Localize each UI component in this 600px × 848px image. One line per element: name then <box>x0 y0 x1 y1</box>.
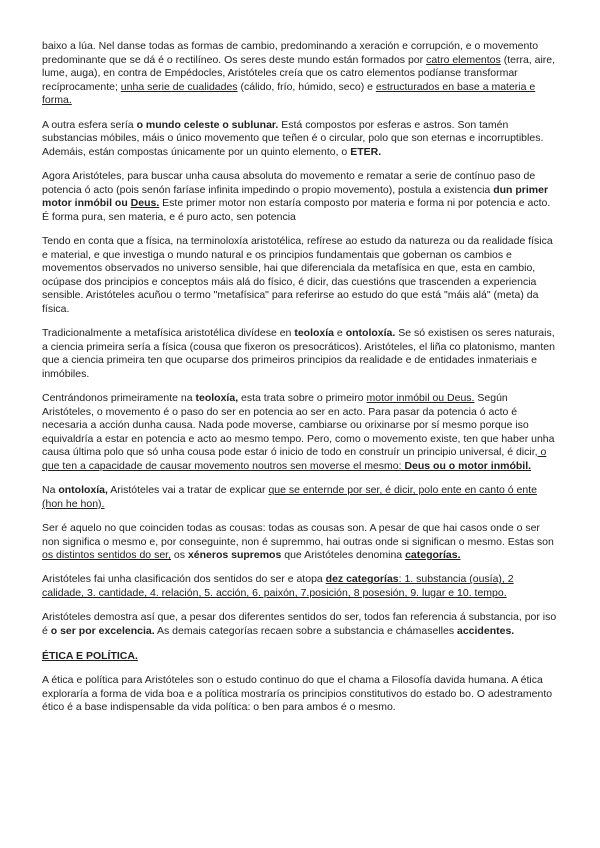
bold-text: o mundo celeste o sublunar. <box>136 118 279 131</box>
text-run: A ética e política para Aristóteles son o estudo continuo do que el chama a Filosofía davida humana. A ética exploraría a forma de vida boa e a política mostraría os principios constitutivos do estado bo. O adestramento ético é a base indispensable da vida política: o ben para ambos é o mesmo. <box>42 673 553 714</box>
bold-underlined-text: Deus. <box>130 197 160 210</box>
paragraph-being <box>42 522 558 563</box>
paragraph-theology <box>42 392 558 474</box>
bold-underlined-text: Deus ou o motor inmóbil. <box>404 460 532 472</box>
text-run: esta trata sobre o primeiro <box>238 392 367 405</box>
text-run: Aristóteles demostra así que, a pesar dos diferentes sentidos do ser, todos fan referencia á substancia, por iso é <box>42 611 557 637</box>
text-run: As demais categorías recaen sobre a substancia e chámaselles <box>154 624 457 637</box>
underlined-text: estructurados en base a materia e forma. <box>42 80 536 107</box>
bold-underlined-text: dez categorías <box>325 573 399 586</box>
paragraph-metaphysics-division <box>42 327 558 381</box>
bold-text: o ser por excelencia. <box>50 624 155 637</box>
text-run: Aristóteles fai unha clasificación dos sentidos do ser e atopa <box>42 573 326 586</box>
underlined-text: catro elementos <box>426 53 501 66</box>
text-run: Se só existisen os seres naturais, a ciencia primeira sería a física (cousa que fixeron os presocráticos). Aristóteles, el liña co platonismo, manten que a ciencia primeira ten que ocuparse dos primeiros principios da realidade e de entidades inmateriais e inmóbiles. <box>42 327 555 380</box>
bold-text: ETER. <box>350 145 382 158</box>
text-run: Agora Aristóteles, para buscar unha causa absoluta do movemento e rematar a serie de contínuo paso de potencia ó acto (pois senón faríase infinita impedindo o propio movemento), postula a existencia <box>42 169 536 196</box>
text-run: baixo a lúa. Nel danse todas as formas de cambio, predominando a xeración e corrupción, e o movemento predominante que se dá é o rectilíneo. Os seres deste mundo están formados por <box>42 40 539 66</box>
paragraph-ontology <box>42 484 558 511</box>
paragraph-prime-mover <box>42 170 558 224</box>
bold-text: ontoloxía, <box>58 484 108 497</box>
text-run: Centrándonos primeiramente na <box>42 392 196 405</box>
text-run: Na <box>42 484 59 497</box>
text-run: Tendo en conta que a física, na terminoloxía aristotélica, refírese ao estudo da natureza ou da realidade física e material, e que investiga o mundo natural e os principios fundamentais que gobernan os cambios e movementos observados no universo sensible, hai que diferenciala da metafísica en que, esta en cambio, ocúpase dos principios e conceptos máis alá do físico, é dicir, das cuestións que trascenden a experiencia sensible. Aristóteles acuñou o termo "metafísica" para referirse ao estudo do que está "máis alá" (meta) da física. <box>42 234 553 315</box>
text-run: Tradicionalmente a metafísica aristotélica divídese en <box>42 327 295 340</box>
text-run: os <box>171 549 188 562</box>
bold-underlined-text: categorías. <box>405 549 461 562</box>
section-heading: ÉTICA E POLÍTICA. <box>42 650 138 663</box>
bold-text: accidentes. <box>457 624 515 637</box>
underlined-text: : 1. substancia (ousía), 2 calidade, 3. cantidade, 4. relación, 5. acción, 6. paixón, 7.posición, 8 posesión, 9. lugar e 10. tempo. <box>42 573 514 599</box>
underlined-text: que se enternde por ser, é dicir, polo ente en canto ó ente (hon he hon). <box>42 484 537 510</box>
text-run: Está compostos por esferas e astros. Son tamén substancias móbiles, máis o único movemento que teñen é o circular, polo que son eternas e incorruptibles. Ademáis, están compostas únicamente por un quinto elemento, o <box>42 118 544 158</box>
text-run: Ser é aquelo no que coinciden todas as cousas: todas as cousas son. A pesar de que hai casos onde o ser non significa o mesmo e, por conseguinte, non é supremmo, hai outras onde si significan o mesmo. Estas son <box>42 521 554 548</box>
paragraph-celestial-world <box>42 119 558 160</box>
text-run: A outra esfera sería <box>42 118 137 131</box>
paragraph-substance <box>42 611 558 638</box>
text-run: que Aristóteles denomina <box>281 549 406 562</box>
text-run: Este primer motor non estaría composto por materia e forma ni por potencia e acto. É forma pura, sen materia, e é puro acto, sen potencia <box>42 197 551 223</box>
text-run: (terra, aire, lume, auga), en contra de Empédocles, Aristóteles creía que os catro elementos podíanse transformar recíprocamente; <box>42 53 556 93</box>
underlined-text: os distintos sentidos do ser, <box>42 549 171 562</box>
bold-text: teoloxía, <box>195 392 239 405</box>
underlined-text: motor inmóbil ou Deus. <box>366 392 475 405</box>
bold-text: teoloxía <box>294 327 335 340</box>
paragraph-physics-metaphysics <box>42 235 558 317</box>
bold-text: dun primer motor inmóbil ou <box>42 183 549 210</box>
text-run: Aristóteles vai a tratar de explicar <box>107 484 269 497</box>
underlined-text: o que ten a capacidade de causar movemento noutros sen moverse el mesmo: <box>42 446 547 472</box>
paragraph-categories <box>42 573 558 600</box>
bold-text: ontoloxía. <box>345 327 396 340</box>
paragraph-sublunar-world <box>42 40 558 108</box>
text-run: Según Aristóteles, o movemento é o paso do ser en potencia ao ser en acto. Para pasar da potencia ó acto é necesaria a acción dunha causa. Nada pode moverse, cambiarse ou orixinarse por sí mesmo porque iso equivaldría a estar en potencia e acto ao mesmo tempo. Pero, como o movemento existe, ten que haber unha causa última polo que só unha cousa pode estar ó inicio de todo en construír un principio universal, é dicir, <box>42 392 555 459</box>
text-run: (cálido, frío, húmido, seco) e <box>237 80 376 93</box>
bold-text: xéneros supremos <box>187 549 282 562</box>
text-run: e <box>334 327 346 340</box>
paragraph-ethics-politics <box>42 674 558 715</box>
underlined-text: unha serie de cualidades <box>120 80 238 93</box>
